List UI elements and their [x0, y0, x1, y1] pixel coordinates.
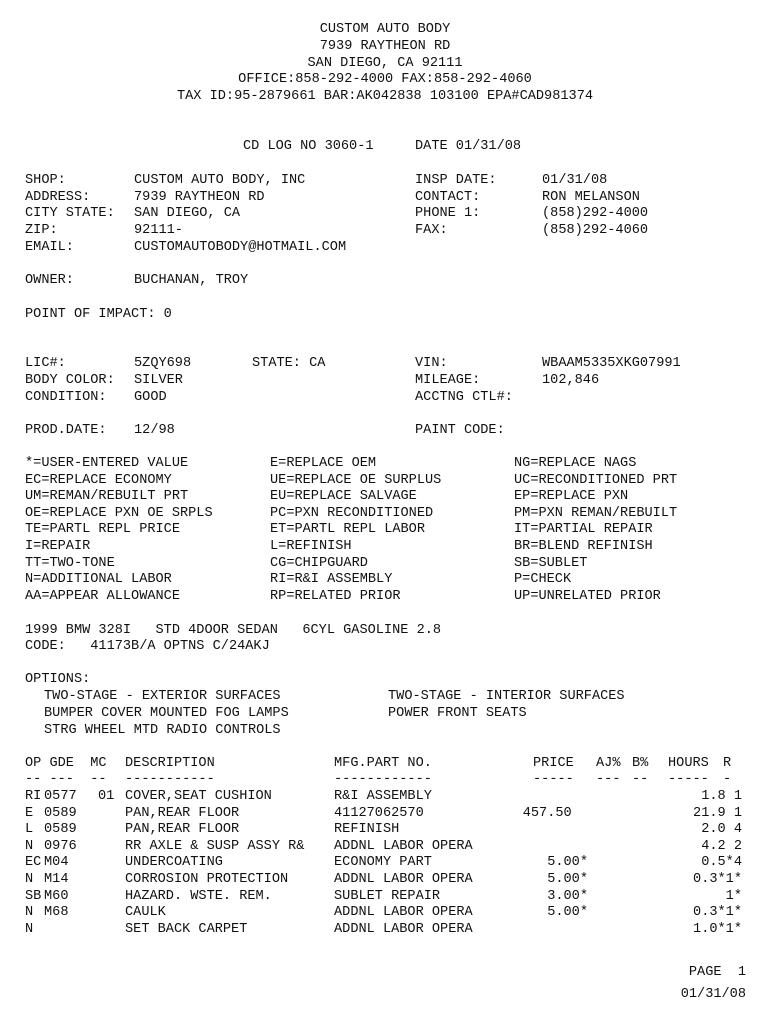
legend-code-legend-right: UP=UNRELATED PRIOR — [514, 588, 661, 604]
option-item: BUMPER COVER MOUNTED FOG LAMPS — [44, 706, 289, 721]
company-ids: TAX ID:95-2879661 BAR:AK042838 103100 EPA#CAD981374 — [176, 89, 594, 104]
legend-code-legend-middle: CG=CHIPGUARD — [270, 555, 368, 571]
legend-code-legend-left: UM=REMAN/REBUILT PRT — [25, 489, 189, 505]
lic-label: LIC#: — [25, 356, 66, 371]
mileage-label: MILEAGE: — [415, 373, 481, 388]
line-description: UNDERCOATING — [125, 855, 223, 871]
legend-code-legend-left: AA=APPEAR ALLOWANCE — [25, 588, 180, 604]
option-item: TWO-STAGE - EXTERIOR SURFACES — [44, 689, 281, 704]
mfg-part-number: SUBLET REPAIR — [334, 888, 441, 904]
vehicle-code: CODE: 41173B/A OPTNS C/24AKJ — [25, 639, 270, 654]
col-underline: ------------ — [334, 772, 432, 787]
legend-code-legend-right: EP=REPLACE PXN — [514, 489, 629, 505]
guide-number: M68 — [44, 905, 69, 921]
legend-code-legend-middle: L=REFINISH — [270, 539, 352, 554]
guide-number: M04 — [44, 855, 69, 871]
legend-code-legend-middle: PC=PXN RECONDITIONED — [270, 505, 434, 521]
shop-label: SHOP: — [25, 173, 66, 188]
op-code: N — [25, 872, 34, 887]
legend-code-legend-middle: RI=R&I ASSEMBLY — [270, 572, 393, 588]
insp-date-label: INSP DATE: — [415, 173, 497, 188]
line-description: HAZARD. WSTE. REM. — [125, 888, 272, 904]
fax-label: FAX: — [415, 223, 448, 238]
page-number: PAGE 1 — [688, 965, 746, 980]
guide-number: M60 — [44, 888, 69, 904]
mc-code: 01 — [98, 789, 115, 804]
line-price: 457.50 — [522, 805, 588, 821]
point-of-impact: POINT OF IMPACT: 0 — [25, 307, 172, 322]
address-value: 7939 RAYTHEON RD — [134, 190, 265, 205]
mfg-part-number: ADDNL LABOR OPERA — [334, 921, 473, 937]
line-hours: 0.3*1* — [693, 905, 742, 921]
zip-label: ZIP: — [25, 223, 58, 238]
guide-number: 0589 — [44, 805, 77, 821]
line-hours: 2.0 4 — [701, 822, 742, 838]
email-value: CUSTOMAUTOBODY@HOTMAIL.COM — [134, 240, 347, 255]
col-underline: ----- — [668, 772, 709, 787]
mfg-part-number: 41127062570 — [334, 805, 424, 821]
state-value: STATE: CA — [252, 356, 326, 371]
col-mfg-part-no: MFG.PART NO. — [334, 756, 432, 771]
legend-code-legend-left: EC=REPLACE ECONOMY — [25, 472, 172, 488]
col-underline: --- — [596, 772, 621, 787]
legend-code-legend-middle: E=REPLACE OEM — [270, 456, 377, 471]
line-price: 5.00* — [547, 905, 588, 921]
col-price: PRICE — [533, 756, 574, 771]
condition-value: GOOD — [134, 390, 167, 405]
line-hours: 0.5*4 — [701, 855, 742, 871]
legend-code-legend-right: PM=PXN REMAN/REBUILT — [514, 505, 678, 521]
zip-value: 92111- — [134, 223, 183, 238]
line-hours: 1.8 1 — [701, 789, 742, 804]
cd-log-number: CD LOG NO 3060-1 — [243, 139, 374, 154]
options-label: OPTIONS: — [25, 672, 91, 687]
phone-value: (858)292-4000 — [542, 206, 649, 221]
col-hours: HOURS — [668, 756, 709, 771]
footer-date: 01/31/08 — [680, 987, 746, 1002]
email-label: EMAIL: — [25, 240, 74, 255]
fax-value: (858)292-4060 — [542, 223, 649, 238]
body-color-label: BODY COLOR: — [25, 373, 115, 388]
guide-number: 0589 — [44, 822, 77, 838]
guide-number: M14 — [44, 872, 69, 887]
legend-code-legend-left: I=REPAIR — [25, 539, 91, 554]
line-description: RR AXLE & SUSP ASSY R& — [125, 838, 305, 854]
line-description: CAULK — [125, 905, 166, 921]
line-description: SET BACK CARPET — [125, 921, 248, 937]
legend-code-legend-right: P=CHECK — [514, 572, 572, 588]
city-state-value: SAN DIEGO, CA — [134, 206, 241, 221]
op-code: SB — [25, 888, 42, 904]
paint-code-label: PAINT CODE: — [415, 423, 505, 438]
legend-code-legend-middle: ET=PARTL REPL LABOR — [270, 522, 425, 538]
contact-label: CONTACT: — [415, 190, 481, 205]
col-underline: -- --- -- — [25, 772, 107, 787]
line-description: PAN,REAR FLOOR — [125, 805, 240, 821]
mfg-part-number: R&I ASSEMBLY — [334, 789, 432, 804]
mfg-part-number: ADDNL LABOR OPERA — [334, 872, 473, 887]
company-city: SAN DIEGO, CA 92111 — [307, 56, 463, 71]
contact-value: RON MELANSON — [542, 190, 640, 205]
col-underline: -- — [632, 772, 649, 787]
log-date: DATE 01/31/08 — [415, 139, 522, 154]
body-color-value: SILVER — [134, 373, 183, 388]
company-street: 7939 RAYTHEON RD — [319, 39, 451, 54]
op-code: RI — [25, 789, 42, 804]
legend-code-legend-left: N=ADDITIONAL LABOR — [25, 572, 172, 588]
op-code: N — [25, 905, 34, 921]
legend-code-legend-left: OE=REPLACE PXN OE SRPLS — [25, 505, 213, 521]
prod-date-value: 12/98 — [134, 423, 175, 438]
col-aj-pct: AJ% — [596, 756, 621, 771]
col-underline: - — [723, 772, 732, 787]
op-code: EC — [25, 855, 42, 871]
insp-date-value: 01/31/08 — [542, 173, 608, 188]
col-r: R — [723, 756, 732, 771]
owner-label: OWNER: — [25, 273, 74, 288]
mfg-part-number: ADDNL LABOR OPERA — [334, 838, 473, 854]
line-hours: 4.2 2 — [701, 838, 742, 854]
legend-code-legend-right: IT=PARTIAL REPAIR — [514, 522, 653, 538]
legend-code-legend-right: BR=BLEND REFINISH — [514, 539, 653, 554]
option-item: STRG WHEEL MTD RADIO CONTROLS — [44, 723, 281, 738]
lic-value: 5ZQY698 — [134, 356, 192, 371]
guide-number: 0577 — [44, 789, 77, 804]
condition-label: CONDITION: — [25, 390, 107, 405]
option-item: TWO-STAGE - INTERIOR SURFACES — [388, 689, 625, 704]
line-hours: 21.9 1 — [693, 805, 742, 821]
line-hours: 0.3*1* — [693, 872, 742, 887]
legend-code-legend-right: UC=RECONDITIONED PRT — [514, 472, 678, 488]
line-description: COVER,SEAT CUSHION — [125, 789, 272, 804]
address-label: ADDRESS: — [25, 190, 91, 205]
option-item: POWER FRONT SEATS — [388, 706, 527, 721]
company-phones: OFFICE:858-292-4000 FAX:858-292-4060 — [238, 72, 532, 87]
accounting-ctl-label: ACCTNG CTL#: — [415, 390, 513, 405]
op-code: L — [25, 822, 34, 838]
vin-value: WBAAM5335XKG07991 — [542, 356, 681, 371]
legend-code-legend-left: *=USER-ENTERED VALUE — [25, 456, 189, 471]
mfg-part-number: REFINISH — [334, 822, 400, 838]
owner-value: BUCHANAN, TROY — [134, 273, 249, 288]
mfg-part-number: ECONOMY PART — [334, 855, 432, 871]
op-code: N — [25, 921, 34, 937]
mileage-value: 102,846 — [542, 373, 600, 388]
line-price: 3.00* — [547, 888, 588, 904]
line-description: PAN,REAR FLOOR — [125, 822, 240, 838]
legend-code-legend-right: SB=SUBLET — [514, 555, 588, 571]
legend-code-legend-left: TT=TWO-TONE — [25, 555, 115, 571]
shop-value: CUSTOM AUTO BODY, INC — [134, 173, 306, 188]
legend-code-legend-left: TE=PARTL REPL PRICE — [25, 522, 180, 538]
col-b-pct: B% — [632, 756, 649, 771]
city-state-label: CITY STATE: — [25, 206, 115, 221]
guide-number: 0976 — [44, 838, 77, 854]
line-price: 5.00* — [547, 855, 588, 871]
prod-date-label: PROD.DATE: — [25, 423, 107, 438]
line-hours: 1.0*1* — [693, 921, 742, 937]
legend-code-legend-right: NG=REPLACE NAGS — [514, 456, 637, 471]
col-op-gde-mc: OP GDE MC — [25, 756, 107, 771]
vehicle-description: 1999 BMW 328I STD 4DOOR SEDAN 6CYL GASOLINE 2.8 — [25, 623, 442, 638]
legend-code-legend-middle: EU=REPLACE SALVAGE — [270, 489, 417, 505]
col-description: DESCRIPTION — [125, 756, 215, 771]
legend-code-legend-middle: RP=RELATED PRIOR — [270, 588, 401, 604]
mfg-part-number: ADDNL LABOR OPERA — [334, 905, 473, 921]
col-underline: ----- — [533, 772, 574, 787]
company-name: CUSTOM AUTO BODY — [319, 22, 451, 37]
legend-code-legend-middle: UE=REPLACE OE SURPLUS — [270, 472, 442, 488]
op-code: N — [25, 838, 34, 854]
vin-label: VIN: — [415, 356, 448, 371]
phone-label: PHONE 1: — [415, 206, 481, 221]
op-code: E — [25, 805, 34, 821]
col-underline: ----------- — [125, 772, 215, 787]
line-price: 5.00* — [547, 872, 588, 887]
line-description: CORROSION PROTECTION — [125, 872, 289, 887]
line-hours: 1* — [725, 888, 742, 904]
